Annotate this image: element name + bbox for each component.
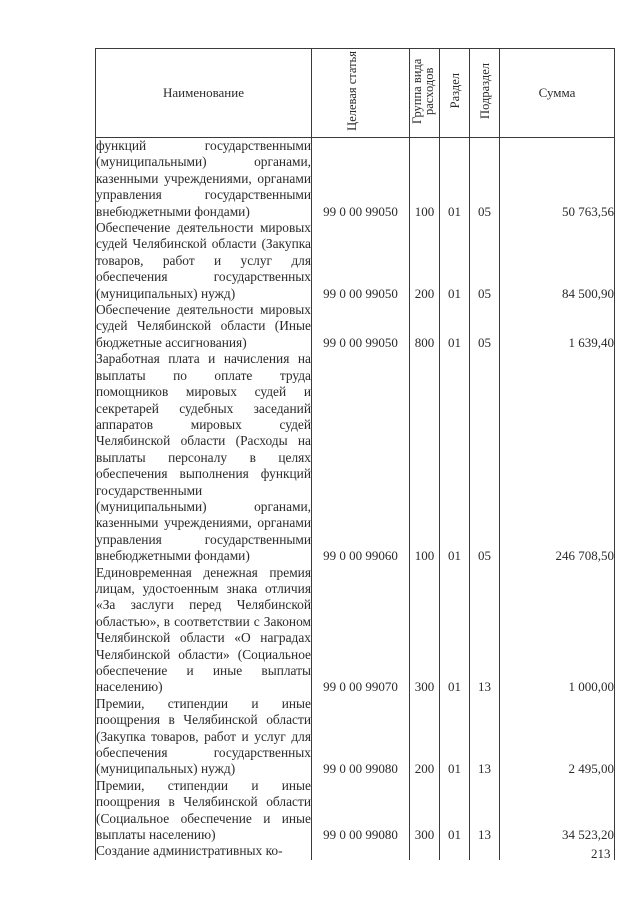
row-name: Единовременная денежная премия лицам, удостоенным знака отличия «За заслуги перед Челябинской областью», в соответствии с Законом Челябинской области «О наградах Челябинской области» (Социальное обеспечение и иные выплаты населению)	[96, 564, 311, 695]
row-sum: 1 639,40	[500, 302, 615, 351]
row-subsection	[470, 843, 500, 859]
row-subsection: 13	[470, 696, 500, 778]
row-sum: 84 500,90	[500, 220, 615, 302]
row-expense-group: 200	[410, 220, 440, 302]
row-subsection: 05	[470, 302, 500, 351]
header-expense-group: Группа вида расходов	[410, 49, 440, 138]
row-expense-group: 300	[410, 565, 440, 696]
table-row	[96, 351, 615, 564]
table-row	[96, 696, 615, 778]
row-name: Обеспечение деятельности мировых судей Челябинской области (Закупка товаров, работ и услуг для обеспечения государственных (муниципальных) нужд)	[96, 220, 311, 301]
table-row	[96, 302, 615, 351]
row-section: 01	[440, 138, 470, 221]
row-subsection: 05	[470, 138, 500, 221]
row-name: Создание административных ко-	[96, 843, 312, 859]
table-row	[96, 843, 615, 859]
row-name: Премии, стипендии и иные поощрения в Челябинской области (Закупка товаров, работ и услуг для обеспечения государственных (муниципальных) нужд)	[96, 695, 311, 777]
row-sum: 1 000,00	[500, 565, 615, 696]
row-subsection: 05	[470, 220, 500, 302]
table-row	[96, 138, 615, 221]
header-subsection: Подраздел	[470, 49, 500, 138]
header-sum: Сумма	[500, 49, 615, 138]
row-sum: 34 523,20	[500, 778, 615, 844]
row-target-article: 99 0 00 99050	[312, 302, 410, 351]
row-target-article: 99 0 00 99050	[312, 220, 410, 302]
row-name: Заработная плата и начисления на выплаты по оплате труда помощников мировых судей и секретарей судебных заседаний аппаратов мировых судей Челябинской области (Расходы на выплаты персоналу в целях обеспечения выполнения функций государственными (муниципальными) органами, казенными учреждениями, органами управления государственными внебюджетными фондами)	[96, 351, 311, 564]
row-name: Обеспечение деятельности мировых судей Челябинской области (Иные бюджетные ассигнования)	[96, 302, 311, 350]
row-target-article: 99 0 00 99080	[312, 696, 410, 778]
row-section: 01	[440, 220, 470, 302]
row-target-article: 99 0 00 99050	[312, 138, 410, 221]
table-header-row	[96, 49, 615, 138]
row-subsection: 13	[470, 565, 500, 696]
row-section: 01	[440, 565, 470, 696]
row-subsection: 05	[470, 351, 500, 564]
row-subsection: 13	[470, 778, 500, 844]
row-expense-group: 100	[410, 138, 440, 221]
row-section	[440, 843, 470, 859]
header-name: Наименование	[96, 49, 312, 138]
row-expense-group: 300	[410, 778, 440, 844]
header-section: Раздел	[440, 49, 470, 138]
row-sum: 50 763,56	[500, 138, 615, 221]
page-number: 213	[591, 846, 611, 861]
row-target-article: 99 0 00 99060	[312, 351, 410, 564]
row-expense-group: 200	[410, 696, 440, 778]
header-target-article: Целевая статья	[312, 49, 410, 138]
row-sum: 2 495,00	[500, 696, 615, 778]
row-expense-group: 800	[410, 302, 440, 351]
row-expense-group: 100	[410, 351, 440, 564]
row-section: 01	[440, 302, 470, 351]
row-name: Премии, стипендии и иные поощрения в Челябинской области (Социальное обеспечение и иные выплаты населению)	[96, 777, 311, 843]
row-expense-group	[410, 843, 440, 859]
row-section: 01	[440, 778, 470, 844]
row-name: функций государственными (муниципальными) органами, казенными учреждениями, органами управления государственными внебюджетными фондами)	[96, 138, 311, 219]
budget-table	[95, 48, 615, 860]
row-section: 01	[440, 696, 470, 778]
row-sum: 246 708,50	[500, 351, 615, 564]
table-row	[96, 220, 615, 302]
table-row	[96, 565, 615, 696]
row-target-article	[312, 843, 410, 859]
row-target-article: 99 0 00 99080	[312, 778, 410, 844]
row-section: 01	[440, 351, 470, 564]
table-row	[96, 778, 615, 844]
row-target-article: 99 0 00 99070	[312, 565, 410, 696]
